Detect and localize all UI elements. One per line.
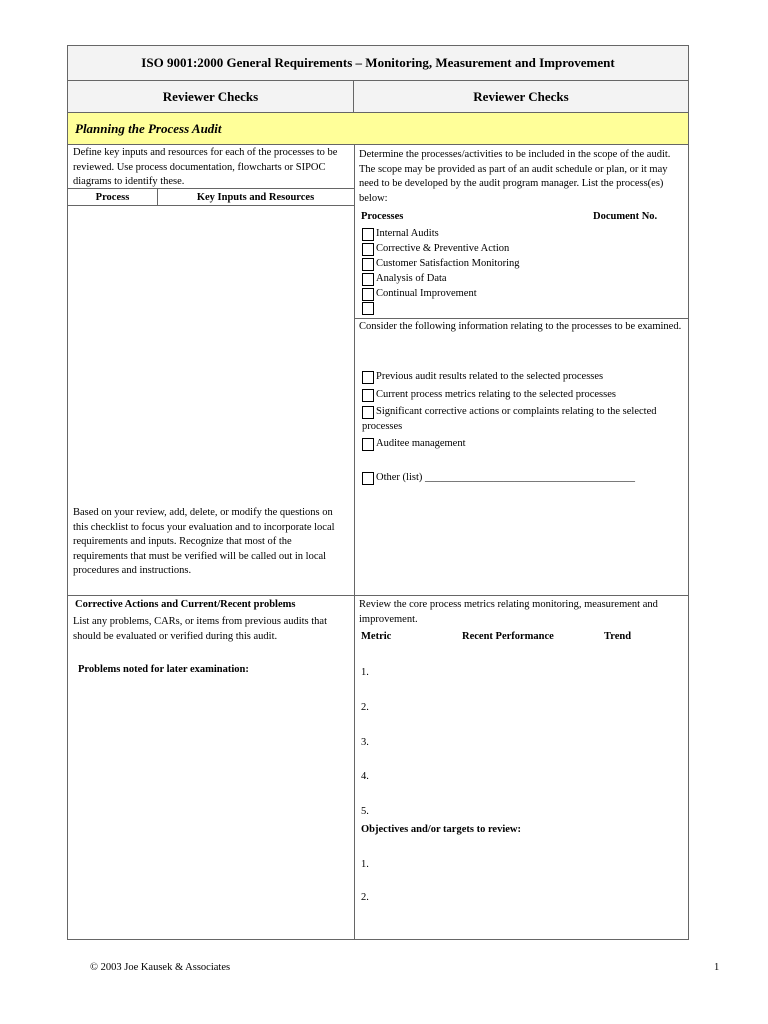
process-item[interactable]: Internal Audits <box>362 227 439 242</box>
copyright: © 2003 Joe Kausek & Associates <box>90 962 231 973</box>
checkbox[interactable] <box>362 273 374 286</box>
objective-number: 1. <box>361 859 369 870</box>
checkbox[interactable] <box>362 302 374 315</box>
metric-number: 5. <box>361 806 369 817</box>
checkbox[interactable] <box>362 389 374 402</box>
recent-performance-label: Recent Performance <box>462 631 554 642</box>
consider-item[interactable]: Previous audit results related to the selected processes <box>362 370 684 385</box>
other-item[interactable]: Other (list) ________________________________________ <box>362 471 684 486</box>
checklist-table <box>67 45 689 940</box>
define-inputs-text: Define key inputs and resources for each of the processes to be reviewed. Use process documentation, flowcharts or SIPOC diagrams to identify these. <box>73 147 338 187</box>
processes-label: Processes <box>361 211 404 222</box>
document-no-label: Document No. <box>593 211 658 222</box>
metric-number: 3. <box>361 737 369 748</box>
consider-info-text: Consider the following information relating to the processes to be examined. <box>359 321 682 332</box>
checkbox[interactable] <box>362 472 374 485</box>
determine-processes-text: Determine the processes/activities to be included in the scope of the audit. The scope may be provided as part of an audit schedule or plan, or it may need to be developed by the audit program manager. List the process(es) below: <box>359 149 671 204</box>
process-item[interactable] <box>362 302 376 315</box>
checkbox[interactable] <box>362 243 374 256</box>
process-item[interactable]: Analysis of Data <box>362 272 447 287</box>
metric-number: 1. <box>361 667 369 678</box>
process-item[interactable]: Corrective & Preventive Action <box>362 242 509 257</box>
section-title: Planning the Process Audit <box>68 113 688 145</box>
review-metrics-text: Review the core process metrics relating monitoring, measurement and improvement. <box>359 599 658 625</box>
metric-number: 2. <box>361 702 369 713</box>
checkbox[interactable] <box>362 371 374 384</box>
corrective-actions-title: Corrective Actions and Current/Recent problems <box>75 599 296 610</box>
metric-label: Metric <box>361 631 392 642</box>
corrective-actions-text: List any problems, CARs, or items from previous audits that should be evaluated or verified during this audit. <box>73 616 328 642</box>
objective-number: 2. <box>361 892 369 903</box>
process-item[interactable]: Customer Satisfaction Monitoring <box>362 257 520 272</box>
row-divider <box>68 595 688 596</box>
consider-item[interactable]: Significant corrective actions or complaints relating to the selected processes <box>362 406 657 432</box>
problems-label: Problems noted for later examination: <box>78 664 249 675</box>
left-header: Reviewer Checks <box>68 81 354 112</box>
metric-number: 4. <box>361 771 369 782</box>
checkbox[interactable] <box>362 258 374 271</box>
process-column-header: Process <box>68 189 158 205</box>
page-title: ISO 9001:2000 General Requirements – Monitoring, Measurement and Improvement <box>68 46 688 81</box>
review-guidance-text: Based on your review, add, delete, or modify the questions on this checklist to focus your evaluation and to incorporate local requirements and inputs. Recognize that most of the requirements that must be verified will be called out in local procedures and instructions. <box>73 507 335 576</box>
checkbox[interactable] <box>362 288 374 301</box>
column-headers <box>68 81 688 113</box>
checkbox[interactable] <box>362 438 374 451</box>
process-item[interactable]: Continual Improvement <box>362 287 477 302</box>
column-divider <box>354 145 355 939</box>
page-number: 1 <box>714 962 720 973</box>
right-divider-1 <box>354 318 688 319</box>
process-inputs-header <box>68 188 354 206</box>
right-header: Reviewer Checks <box>473 88 569 104</box>
inputs-column-header: Key Inputs and Resources <box>196 191 315 203</box>
objectives-label: Objectives and/or targets to review: <box>361 824 521 835</box>
consider-item[interactable]: Current process metrics relating to the selected processes <box>362 388 684 403</box>
consider-item[interactable]: Auditee management <box>362 437 684 452</box>
checkbox[interactable] <box>362 228 374 241</box>
trend-label: Trend <box>604 631 632 642</box>
